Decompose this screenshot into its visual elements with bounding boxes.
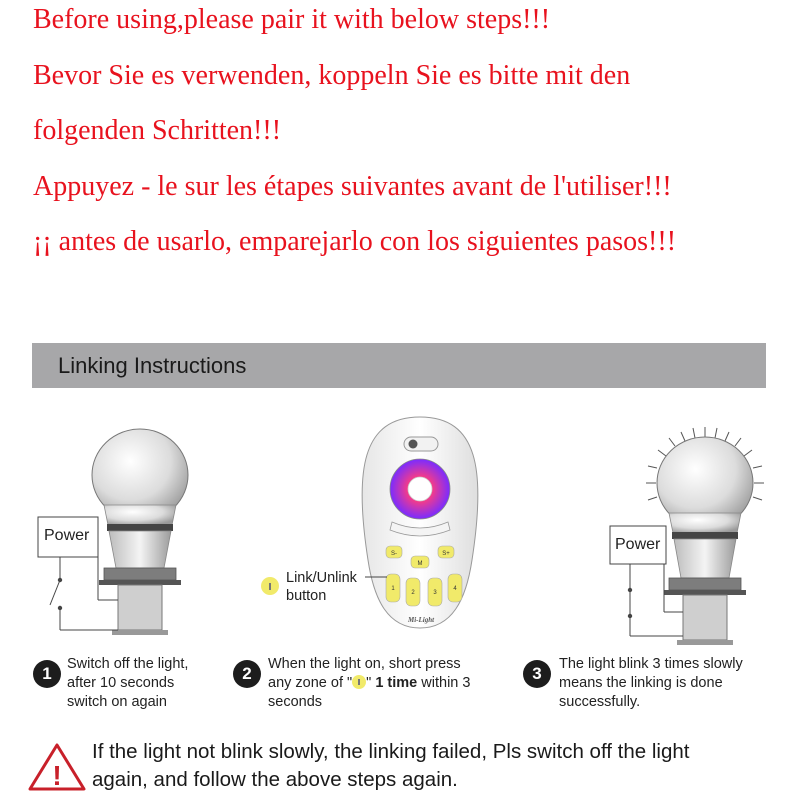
step-3-line1: The light blink 3 times slowly [559,656,743,672]
step-2-line2-a: any zone of " [268,675,353,691]
remote-key-m: M [417,561,423,567]
remote-brand-label: Mi-Light [407,616,435,624]
warning-text [92,738,792,794]
section-title: Linking Instructions [58,353,247,378]
power-label-2: Power [615,536,661,553]
step-2-line2-b: " [366,675,376,691]
step-3-line2: means the linking is done [559,675,723,691]
step-2-line3: seconds [268,694,323,710]
heading-english: Before using,please pair it with below steps!!! [33,4,551,35]
step-3-line3: successfully. [559,694,641,710]
remote-control-icon [362,417,478,628]
step-3-text [559,655,743,712]
remote-key-zone-3: 3 [433,590,437,596]
link-unlink-label [286,569,357,605]
remote-key-s-minus: S- [391,551,397,557]
step-2-number: 2 [233,660,261,688]
heading-german-line1: Bevor Sie es verwenden, koppeln Sie es bitte mit den [33,60,631,91]
warning-symbol: ! [52,760,62,791]
power-label-1: Power [44,527,90,544]
remote-key-zone-4: 4 [453,586,457,592]
step-1-text [67,655,188,712]
remote-key-s-plus: S+ [442,551,450,557]
step-1-line3: switch on again [67,694,167,710]
link-unlink-label-line1: Link/Unlink [286,570,357,586]
warning-line2: again, and follow the above steps again. [92,768,458,791]
step-1-number: 1 [33,660,61,688]
heading-spanish: ¡¡ antes de usarlo, emparejarlo con los siguientes pasos!!! [33,226,677,257]
heading-german-line2: folgenden Schritten!!! [33,115,282,146]
zone-button-icon [352,675,366,689]
heading-french: Appuyez - le sur les étapes suivantes avant de l'utiliser!!! [33,171,672,202]
step-2-line1: When the light on, short press [268,656,461,672]
step-2-line2-c: within 3 [417,675,471,691]
step-1-line2: after 10 seconds [67,675,175,691]
link-unlink-label-line2: button [286,588,327,604]
step-2-text [268,655,470,712]
step-3-number: 3 [523,660,551,688]
step-1-line1: Switch off the light, [67,656,189,672]
remote-key-zone-2: 2 [411,590,415,596]
step-2-line2-bold: 1 time [375,675,418,691]
remote-key-zone-1: 1 [391,586,395,592]
step-2-line2 [268,674,470,693]
warning-line1: If the light not blink slowly, the linking failed, Pls switch off the light [92,740,690,763]
